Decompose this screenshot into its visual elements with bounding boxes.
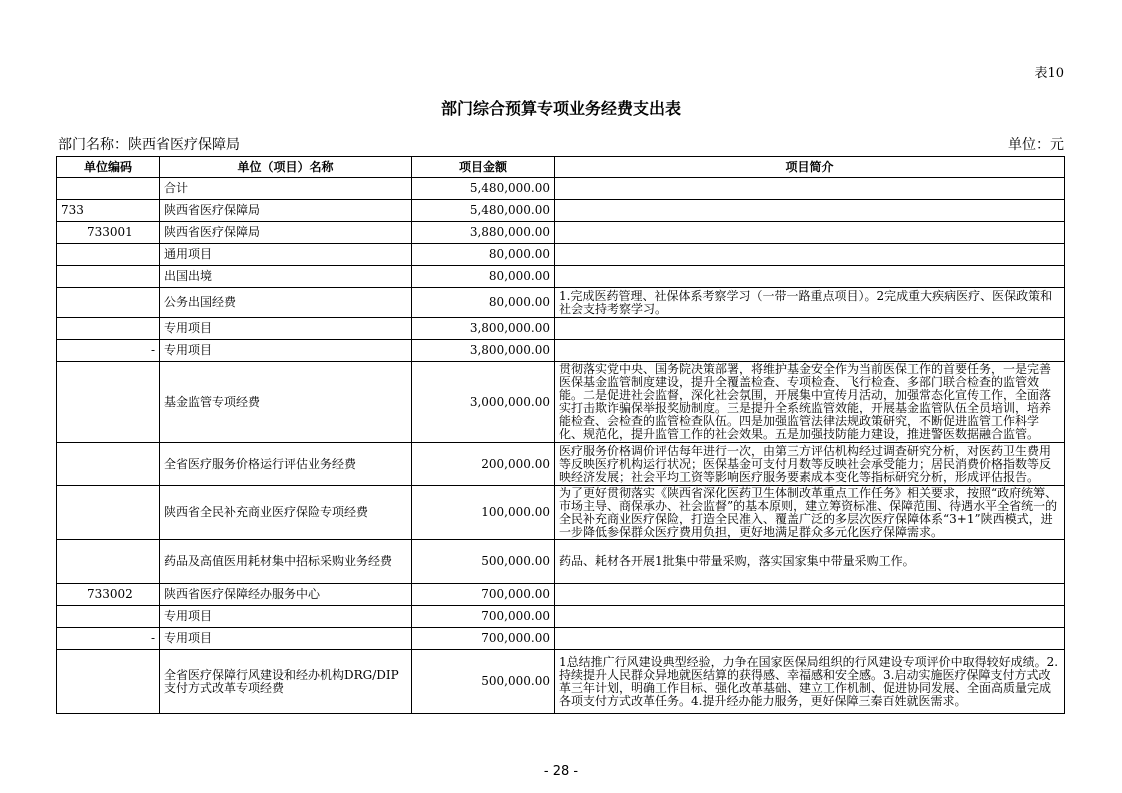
- unit-code: [57, 288, 160, 318]
- unit-code: [57, 266, 160, 288]
- table-row: [57, 650, 1065, 714]
- table-row: [57, 200, 1065, 222]
- project-name: 基金监管专项经费: [160, 362, 412, 443]
- project-name: 专用项目: [160, 606, 412, 628]
- project-description: 1总结推广行风建设典型经验，力争在国家医保局组织的行风建设专项评价中取得较好成绩。2.持续提升人民群众异地就医结算的获得感、幸福感和安全感。3.启动实施医疗保障支付方式改革三年计划，明确工作目标、强化改革基础、建立工作机制、促进协同发展、全面高质量完成各项支付方式改革任务。4.提升经办能力服务，更好保障三秦百姓就医需求。: [555, 650, 1065, 714]
- project-name: 陕西省医疗保障局: [160, 200, 412, 222]
- project-description: [555, 628, 1065, 650]
- project-name: 药品及高值医用耗材集中招标采购业务经费: [160, 540, 412, 584]
- unit-code: 733002: [57, 584, 160, 606]
- project-amount: 5,480,000.00: [412, 200, 555, 222]
- project-amount: 200,000.00: [412, 443, 555, 486]
- project-name: 陕西省医疗保障经办服务中心: [160, 584, 412, 606]
- unit-code: [57, 486, 160, 540]
- currency-unit: 单位：元: [1008, 137, 1064, 153]
- project-name: 专用项目: [160, 628, 412, 650]
- page-title: 部门综合预算专项业务经费支出表: [440, 99, 681, 118]
- table-row: [57, 584, 1065, 606]
- project-description: [555, 584, 1065, 606]
- project-amount: 700,000.00: [412, 628, 555, 650]
- unit-code: 733001: [57, 222, 160, 244]
- table-row: [57, 606, 1065, 628]
- project-name: 陕西省医疗保障局: [160, 222, 412, 244]
- project-amount: 100,000.00: [412, 486, 555, 540]
- budget-table: [56, 156, 1065, 714]
- project-description: [555, 318, 1065, 340]
- project-amount: 700,000.00: [412, 584, 555, 606]
- table-row: [57, 628, 1065, 650]
- table-header-row: [57, 157, 1065, 178]
- table-row: [57, 318, 1065, 340]
- project-name: 公务出国经费: [160, 288, 412, 318]
- unit-code: [57, 443, 160, 486]
- project-amount: 80,000.00: [412, 266, 555, 288]
- project-amount: 3,880,000.00: [412, 222, 555, 244]
- project-description: 1.完成医药管理、社保体系考察学习（一带一路重点项目）。2完成重大疾病医疗、医保政策和社会支持考察学习。: [555, 288, 1065, 318]
- project-name: 专用项目: [160, 340, 412, 362]
- table-number: 表10: [1034, 66, 1064, 81]
- table-row: [57, 244, 1065, 266]
- project-amount: 80,000.00: [412, 288, 555, 318]
- department-name: 部门名称：陕西省医疗保障局: [58, 137, 240, 153]
- project-name: 全省医疗服务价格运行评估业务经费: [160, 443, 412, 486]
- project-amount: 500,000.00: [412, 540, 555, 584]
- project-name: 全省医疗保障行风建设和经办机构DRG/DIP支付方式改革专项经费: [160, 650, 412, 714]
- unit-code: [57, 178, 160, 200]
- table-row: [57, 486, 1065, 540]
- unit-code: [57, 318, 160, 340]
- column-header-description: 项目简介: [555, 157, 1065, 178]
- column-header-amount: 项目金额: [412, 157, 555, 178]
- unit-code: [57, 244, 160, 266]
- project-name: 专用项目: [160, 318, 412, 340]
- project-name: 合计: [160, 178, 412, 200]
- project-amount: 500,000.00: [412, 650, 555, 714]
- column-header-code: 单位编码: [57, 157, 160, 178]
- unit-code: [57, 362, 160, 443]
- table-row: [57, 222, 1065, 244]
- unit-code: [57, 540, 160, 584]
- project-name: 出国出境: [160, 266, 412, 288]
- table-row: [57, 540, 1065, 584]
- project-description: 医疗服务价格调价评估每年进行一次，由第三方评估机构经过调查研究分析，对医药卫生费用等反映医疗机构运行状况；医保基金可支付月数等反映社会承受能力；居民消费价格指数等反映经济发展；社会平均工资等影响医疗服务要素成本变化等指标研究分析，形成评估报告。: [555, 443, 1065, 486]
- column-header-name: 单位（项目）名称: [160, 157, 412, 178]
- table-row: [57, 178, 1065, 200]
- project-description: 为了更好贯彻落实《陕西省深化医药卫生体制改革重点工作任务》相关要求，按照“政府统筹、市场主导、商保承办、社会监督”的基本原则，建立筹资标准、保障范围、待遇水平全省统一的全民补充商业医疗保险，打造全民准入、覆盖广泛的多层次医疗保障体系“3+1”陕西模式，进一步降低参保群众医疗费用负担，更好地满足群众多元化医疗保障需求。: [555, 486, 1065, 540]
- project-amount: 3,800,000.00: [412, 340, 555, 362]
- unit-code: -: [57, 340, 160, 362]
- unit-code: 733: [57, 200, 160, 222]
- project-description: [555, 340, 1065, 362]
- unit-code: -: [57, 628, 160, 650]
- project-name: 陕西省全民补充商业医疗保险专项经费: [160, 486, 412, 540]
- project-description: [555, 606, 1065, 628]
- project-description: 药品、耗材各开展1批集中带量采购，落实国家集中带量采购工作。: [555, 540, 1065, 584]
- project-description: [555, 222, 1065, 244]
- table-row: [57, 362, 1065, 443]
- project-description: 贯彻落实党中央、国务院决策部署，将维护基金安全作为当前医保工作的首要任务，一是完善医保基金监管制度建设，提升全覆盖检查、专项检查、飞行检查、多部门联合检查的监管效能。二是促进社会监督，深化社会氛围，开展集中宣传月活动，加强常态化宣传工作，全面落实打击欺诈骗保举报奖励制度。三是提升全系统监管效能，开展基金监管队伍全员培训，培养能检查、会检查的监管检查队伍。四是加强监管法律法规政策研究，不断促进监管工作科学化、规范化，提升监管工作的社会效果。五是加强技防能力建设，推进警医数据融合监管。: [555, 362, 1065, 443]
- project-description: [555, 244, 1065, 266]
- project-amount: 80,000.00: [412, 244, 555, 266]
- page-number: - 28 -: [543, 764, 579, 779]
- table-row: [57, 340, 1065, 362]
- table-row: [57, 266, 1065, 288]
- project-description: [555, 178, 1065, 200]
- project-amount: 3,000,000.00: [412, 362, 555, 443]
- project-amount: 5,480,000.00: [412, 178, 555, 200]
- table-row: [57, 443, 1065, 486]
- project-description: [555, 266, 1065, 288]
- project-description: [555, 200, 1065, 222]
- project-amount: 3,800,000.00: [412, 318, 555, 340]
- project-amount: 700,000.00: [412, 606, 555, 628]
- project-name: 通用项目: [160, 244, 412, 266]
- table-row: [57, 288, 1065, 318]
- unit-code: [57, 650, 160, 714]
- unit-code: [57, 606, 160, 628]
